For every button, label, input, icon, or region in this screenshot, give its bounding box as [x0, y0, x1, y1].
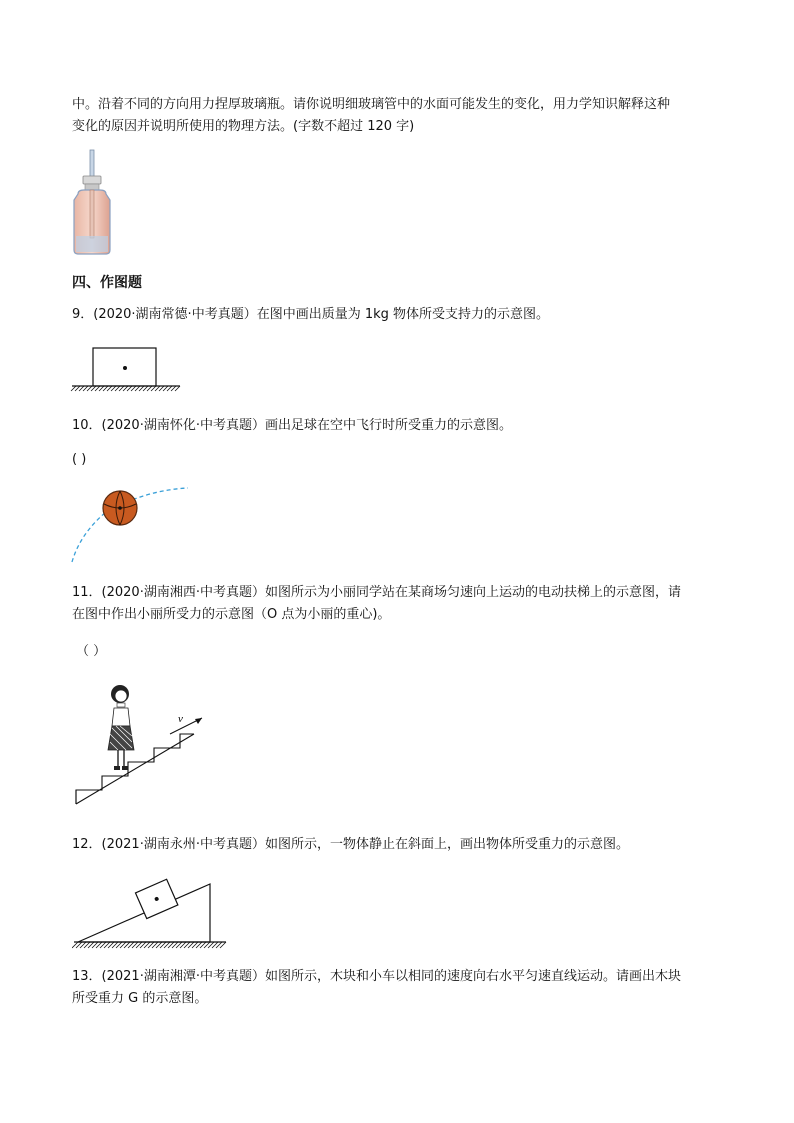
answer-blank-10: ( )	[72, 452, 87, 467]
escalator-figure	[70, 676, 210, 810]
intro-line-1: 中。沿着不同的方向用力捏厚玻璃瓶。请你说明细玻璃管中的水面可能发生的变化，用力学知识解释这种	[72, 97, 671, 112]
incline-block-figure	[72, 866, 230, 952]
girl-icon	[108, 685, 134, 770]
question-13-line-2: 所受重力 G 的示意图。	[72, 991, 208, 1006]
question-12-text: 12．(2021·湖南永州·中考真题）如图所示，一物体静止在斜面上，画出物体所受重力的示意图。	[72, 837, 629, 852]
question-11-line-2: 在图中作出小丽所受力的示意图（O 点为小丽的重心)。	[72, 607, 391, 622]
question-10-text: 10．(2020·湖南怀化·中考真题）画出足球在空中飞行时所受重力的示意图。	[72, 418, 512, 433]
question-13-line-1: 13．(2021·湖南湘潭·中考真题）如图所示，木块和小车以相同的速度向右水平匀速直线运动。请画出木块	[72, 969, 681, 984]
glass-bottle-figure	[66, 148, 122, 258]
block-on-ground-figure	[70, 344, 182, 396]
intro-line-2: 变化的原因并说明所使用的物理方法。(字数不超过 120 字)	[72, 119, 415, 134]
question-9-text: 9．(2020·湖南常德·中考真题）在图中画出质量为 1kg 物体所受支持力的示意图。	[72, 307, 550, 322]
velocity-label: v	[178, 713, 183, 725]
ball-trajectory-figure	[66, 482, 196, 566]
section-title: 四、作图题	[72, 275, 142, 291]
question-11-line-1: 11．(2020·湖南湘西·中考真题）如图所示为小丽同学站在某商场匀速向上运动的电动扶梯上的示意图，请	[72, 585, 681, 600]
answer-blank-11: （ ）	[76, 644, 107, 659]
